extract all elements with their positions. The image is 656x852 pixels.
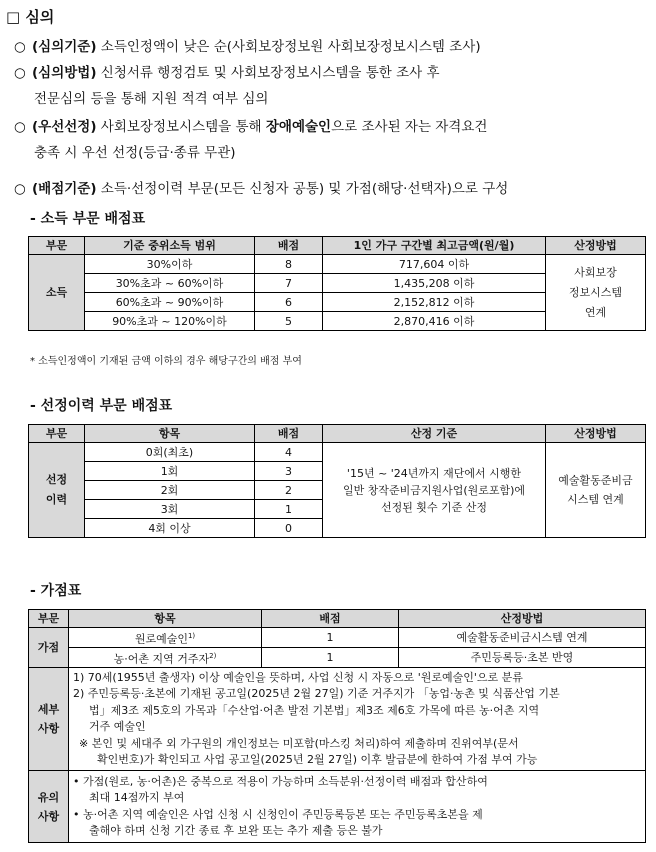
income-category: 소득 xyxy=(29,255,85,331)
history-title: - 선정이력 부문 배점표 xyxy=(30,398,173,414)
details-label: 세부 사항 xyxy=(29,668,69,771)
income-method: 사회보장 정보시스템 연계 xyxy=(546,255,646,331)
bonus-title: - 가점표 xyxy=(30,583,82,599)
method-line: ○ (심의방법) 신청서류 행정검토 및 사회보장정보시스템을 통한 조사 후 xyxy=(14,65,440,81)
section-title: □ 심의 xyxy=(6,8,55,26)
history-criteria: '15년 ~ '24년까지 재단에서 시행한 일반 창작준비금지원사업(원로포함)에 선정된 횟수 기준 산정 xyxy=(323,443,546,538)
scoring-line: ○ (배점기준) 소득·선정이력 부문(모든 신청자 공통) 및 가점(해당·선택자)으로 구성 xyxy=(14,181,509,197)
income-note: * 소득인정액이 기재된 금액 이하의 경우 해당구간의 배점 부여 xyxy=(30,356,302,367)
caution-text: • 가점(원로, 농·어촌)은 중복으로 적용이 가능하며 소득분위·선정이력 배점과 합산하여 최대 14점까지 부여 • 농·어촌 지역 예술인은 사업 신청 시 신청인이 주민등록등본 또는 주민등록초본을 제 출해야 하며 신청 기간 종료 후 보완 또는 추가 제출 등은 불가 xyxy=(69,771,646,843)
history-method: 예술활동준비금 시스템 연계 xyxy=(546,443,646,538)
priority-line: ○ (우선선정) 사회보장정보시스템을 통해 장애예술인으로 조사된 자는 자격요건 xyxy=(14,119,488,135)
criteria-line: ○ (심의기준) 소득인정액이 낮은 순(사회보장정보원 사회보장정보시스템 조사) xyxy=(14,39,481,55)
details-text: 1) 70세(1955년 출생자) 이상 예술인을 뜻하며, 사업 신청 시 자동으로 '원로예술인'으로 분류 2) 주민등록등·초본에 기재된 공고일(2025년 2월 27일) 기준 거주지가 「농업·농촌 및 식품산업 기본 법」제3조 제5호의 가목과「수산업·어촌 발전 기본법」제3조 제6호 가목에 따른 농·어촌 지역 거주 예술인 ※ 본인 및 세대주 외 가구원의 개인정보는 미포함(마스킹 처리)하여 제출하며 진위여부(문서 확인번호)가 확인되고 사업 공고일(2025년 2월 27일) 이후 발급분에 한하여 가점 부여 가능 xyxy=(69,668,646,771)
bonus-table: 부문 항목 배점 산정방법 가점 원로예술인$^{1)}$ 1 예술활동준비금시스템 연계 농·어촌 지역 거주자$^{2)}$ 1 주민등록등·초본 반영 세부 사항 1) 70세(1955년 출생자) 이상 예술인을 뜻하며, 사업 신청 시 자동으로 '원로예술인'으로 분류 2) 주민등록등·초본에 기재된 공고일(2025년 2월 27일) 기준 거주지가 「농업·농촌 및 식품산업 기본 법」제3조 제5호의 가목과「수산업·어촌 발전 기본법」제3조 제6호 가목에 따른 농·어촌 지역 거주 예술인 ※ 본인 및 세대주 외 가구원의 개인정보는 미포함(마스킹 처리)하여 제출하며 진위여부(문서 확인번호)가 확인되고 사업 공고일(2025년 2월 27일) 이후 발급분에 한하여 가점 부여 가능 유의 사항 • 가점(원로, 농·어촌)은 중복으로 적용이 가능하며 소득분위·선정이력 배점과 합산하여 최대 14점까지 부여 • 농·어촌 지역 예술인은 사업 신청 시 신청인이 주민등록등본 또는 주민등록초본을 제 출해야 하며 신청 기간 종료 후 보완 또는 추가 제출 등은 불가 xyxy=(28,609,646,843)
bonus-category: 가점 xyxy=(29,628,69,668)
caution-label: 유의 사항 xyxy=(29,771,69,843)
income-table: 부문 기준 중위소득 범위 배점 1인 가구 구간별 최고금액(원/월) 산정방법 소득 30%이하 8 717,604 이하 사회보장 정보시스템 연계 30%초과 ~ 60%이하 7 1,435,208 이하 60%초과 ~ 90%이하 6 2,152,812 이하 90%초과 ~ 120%이하 5 2,870,416 이하 xyxy=(28,236,646,331)
history-table: 부문 항목 배점 산정 기준 산정방법 선정 이력 0회(최초) 4 '15년 ~ '24년까지 재단에서 시행한 일반 창작준비금지원사업(원로포함)에 선정된 횟수 기준 산정 예술활동준비금 시스템 연계 1회 3 2회 2 3회 1 4회 이상 0 xyxy=(28,424,646,538)
income-title: - 소득 부문 배점표 xyxy=(30,211,146,227)
history-category: 선정 이력 xyxy=(29,443,85,538)
method-line-cont: 전문심의 등을 통해 지원 적격 여부 심의 xyxy=(34,91,269,107)
priority-line-cont: 충족 시 우선 선정(등급·종류 무관) xyxy=(34,145,236,161)
